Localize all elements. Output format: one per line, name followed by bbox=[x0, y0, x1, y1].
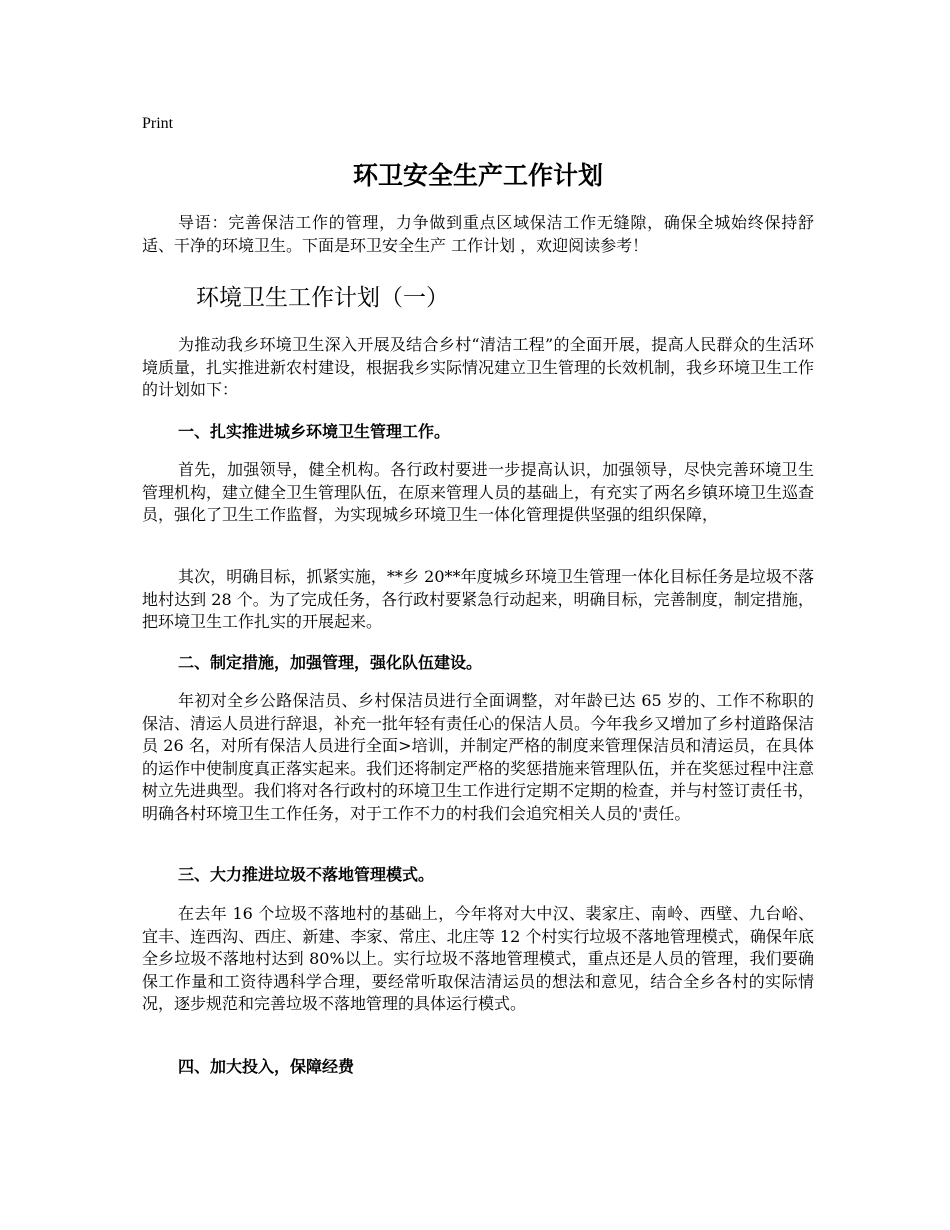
print-label: Print bbox=[142, 115, 174, 132]
intro-paragraph: 导语：完善保洁工作的管理，力争做到重点区域保洁工作无缝隙，确保全城始终保持舒适、干净的环境卫生。下面是环卫安全生产 工作计划 ，欢迎阅读参考！ bbox=[142, 213, 814, 255]
document-title: 环卫安全生产工作计划 bbox=[352, 161, 603, 190]
paragraph-5: 在去年 16 个垃圾不落地村的基础上，今年将对大中汉、裴家庄、南岭、西壁、九台峪、宜丰、连西沟、西庄、新建、李家、常庄、北庄等 12 个村实行垃圾不落地管理模式，确保年底全乡垃圾不落地村达到 80%以上。实行垃圾不落地管理模式，重点还是人员的管理，我们要确保工作量和工资待遇科学合理，要经常听取保洁清运员的想法和意见，结合全乡各村的实际情况，逐步规范和完善垃圾不落地管理的具体运行模式。 bbox=[142, 904, 814, 1013]
paragraph-4: 年初对全乡公路保洁员、乡村保洁员进行全面调整，对年龄已达 65 岁的、工作不称职的保洁、清运人员进行辞退，补充一批年轻有责任心的保洁人员。今年我乡又增加了乡村道路保洁员 26 名，对所有保洁人员进行全面>培训，并制定严格的制度来管理保洁员和清运员，在具体的运作中使制度真正落实起来。我们还将制定严格的奖惩措施来管理队伍，并在奖惩过程中注意树立先进典型。我们将对各行政村的环境卫生工作进行定期不定期的检查，并与村签订责任书，明确各村环境卫生工作任务，对于工作不力的村我们会追究相关人员的'责任。 bbox=[142, 691, 815, 823]
paragraph-1: 为推动我乡环境卫生深入开展及结合乡村“清洁工程”的全面开展，提高人民群众的生活环境质量，扎实推进新农村建设，根据我乡实际情况建立卫生管理的长效机制，我乡环境卫生工作的计划如下： bbox=[142, 335, 815, 399]
paragraph-2: 首先，加强领导，健全机构。各行政村要进一步提高认识，加强领导，尽快完善环境卫生管理机构，建立健全卫生管理队伍，在原来管理人员的基础上，有充实了两名乡镇环境卫生巡查员，强化了卫生工作监督，为实现城乡环境卫生一体化管理提供坚强的组织保障， bbox=[142, 460, 815, 524]
heading-2: 二、制定措施，加强管理，强化队伍建设。 bbox=[178, 653, 483, 672]
heading-3: 三、大力推进垃圾不落地管理模式。 bbox=[178, 865, 435, 884]
heading-1: 一、扎实推进城乡环境卫生管理工作。 bbox=[178, 422, 451, 441]
heading-4: 四、加大投入，保障经费 bbox=[178, 1057, 355, 1076]
paragraph-3: 其次，明确目标，抓紧实施，**乡 20**年度城乡环境卫生管理一体化目标任务是垃圾不落地村达到 28 个。为了完成任务，各行政村要紧急行动起来，明确目标，完善制度，制定措施，把环境卫生工作扎实的开展起来。 bbox=[142, 567, 814, 631]
section-title: 环境卫生工作计划（一） bbox=[196, 285, 449, 311]
